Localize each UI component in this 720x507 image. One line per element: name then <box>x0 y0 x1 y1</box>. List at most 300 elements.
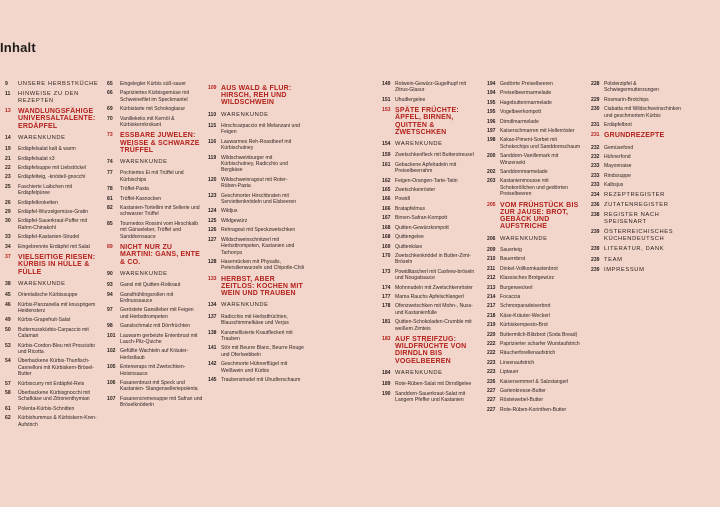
toc-heading <box>591 212 687 225</box>
entry-title: Dinkel-Vollkornkastenbrot <box>500 265 558 272</box>
page-number: 166 <box>382 196 391 203</box>
toc-recipe <box>107 116 203 129</box>
page-number: 229 <box>591 96 600 103</box>
page-number: 234 <box>591 191 600 198</box>
toc-column-3 <box>208 81 304 386</box>
toc-recipe <box>487 119 583 125</box>
toc-recipe <box>382 81 478 94</box>
toc-recipe <box>5 184 101 197</box>
entry-title: Überbackene Kürbis-Thunfisch-Cannelloni mit Kürbiskern-Brösel-Butter <box>18 358 94 378</box>
page-number: 218 <box>487 312 496 319</box>
page-number: 125 <box>208 217 217 224</box>
page-number: 228 <box>591 81 600 87</box>
toc-recipe <box>107 196 203 202</box>
entry-title: WARENKUNDE <box>18 280 66 287</box>
page-number: 183 <box>382 335 391 342</box>
toc-recipe <box>487 275 583 281</box>
entry-title: Powidl <box>395 196 411 203</box>
toc-recipe <box>208 123 304 136</box>
page-number: 168 <box>382 234 391 241</box>
page-number: 178 <box>382 303 391 310</box>
entry-title: UNSERE HERBSTKÜCHE <box>18 81 99 87</box>
page-number: 142 <box>208 361 217 368</box>
toc-recipe <box>487 294 583 300</box>
page-number: 101 <box>107 332 116 339</box>
entry-title: Kaiserschmarren mit Hollerröster <box>500 128 575 135</box>
page-number: 190 <box>382 390 391 397</box>
entry-title: Faschierte Laibchen mit Erdäpfelpüree <box>18 183 73 197</box>
page-number: 181 <box>382 319 391 326</box>
entry-title: Erdäpfelteig, -knödel/-gnocchi <box>18 174 86 181</box>
toc-recipe <box>5 244 101 250</box>
entry-title: Trüffel-Pasta <box>120 186 149 193</box>
page-number: 98 <box>107 323 113 330</box>
entry-title: Birnen-Safran-Kompott <box>395 215 448 222</box>
entry-title: Vogelbeerkompott <box>500 109 542 116</box>
page-number: 200 <box>487 153 496 160</box>
entry-title: Sauerteig <box>500 246 522 253</box>
entry-title: LITERATUR, DANK <box>604 246 665 253</box>
page-number: 196 <box>487 118 496 125</box>
entry-title: Kürbis-Cordon-Bleu mit Prosciutto und Ricotta <box>18 342 96 355</box>
entry-title: VOM FRÜHSTÜCK BIS ZUR JAUSE: BROT, GEBÄCK UND AUFSTRICHE <box>500 201 579 231</box>
page-number: 194 <box>487 81 496 87</box>
toc-recipe <box>487 137 583 150</box>
toc-recipe <box>487 313 583 319</box>
toc-recipe <box>5 406 101 412</box>
toc-recipe <box>382 152 478 158</box>
page-number: 203 <box>487 178 496 185</box>
toc-recipe <box>107 364 203 377</box>
toc-recipe <box>487 90 583 96</box>
entry-title: WARENKUNDE <box>221 302 269 309</box>
page-number: 120 <box>208 176 217 183</box>
page-number: 58 <box>5 390 11 396</box>
toc-recipe <box>107 282 203 288</box>
toc-column-2 <box>107 81 203 412</box>
entry-title: Gedörrte Preiselbeeren <box>500 81 553 87</box>
toc-section <box>107 244 203 266</box>
entry-title: Geschmorte Hühnerflügel mit Weißwein und Kürbis <box>221 361 288 374</box>
entry-title: Hasenrücken mit Physalis, Petersilienwurzeln und Chipotle-Chili <box>221 258 304 272</box>
page-number: 173 <box>382 268 391 275</box>
toc-recipe <box>487 341 583 347</box>
entry-title: Mama Rauchs Apfelschlangerl <box>395 293 464 300</box>
entry-title: NICHT NUR ZU MARTINI: GANS, ENTE & CO. <box>120 244 201 266</box>
page-number: 115 <box>208 123 217 130</box>
page-number: 174 <box>382 284 391 291</box>
page-number: 73 <box>107 132 113 139</box>
entry-title: TEAM <box>604 256 623 263</box>
page-number: 214 <box>487 293 496 300</box>
page-number: 34 <box>5 243 11 250</box>
toc-recipe <box>208 377 304 383</box>
entry-title: Quittengelee <box>395 234 424 241</box>
page-number: 49 <box>5 317 11 324</box>
toc-recipe <box>107 221 203 240</box>
page-number: 133 <box>208 275 217 282</box>
toc-recipe <box>591 97 687 103</box>
entry-title: AUS WALD & FLUR: HIRSCH, REH UND WILDSCHWEIN <box>221 85 292 107</box>
page-number: 26 <box>5 199 11 206</box>
page-number: 223 <box>487 359 496 366</box>
page-number: 170 <box>382 252 391 259</box>
page-number: 230 <box>591 106 600 113</box>
page-number: 236 <box>591 202 600 209</box>
entry-title: ÖSTERREICHISCHES KÜCHENDEUTSCH <box>604 229 674 242</box>
entry-title: Quitten-Gewürzkompott <box>395 224 449 231</box>
page-number: 137 <box>208 313 217 320</box>
page-number: 62 <box>5 415 11 422</box>
toc-recipe <box>487 153 583 166</box>
toc-recipe <box>5 209 101 215</box>
page-number: 74 <box>107 159 113 166</box>
toc-recipe <box>382 215 478 221</box>
page-number: 45 <box>5 292 11 299</box>
toc-recipe <box>107 323 203 329</box>
toc-column-1 <box>5 81 101 431</box>
entry-title: Eingebrennte Erdäpfel mit Salat <box>18 243 90 250</box>
toc-recipe <box>382 381 478 387</box>
entry-title: Erdäpfel-Kastanien-Strudel <box>18 234 80 241</box>
page-number: 210 <box>487 256 496 263</box>
toc-recipe <box>208 361 304 374</box>
entry-title: Wildgewürz <box>221 217 248 224</box>
entry-title: Hirschcarpaccio mit Melanzani und Feigen <box>221 123 300 136</box>
entry-title: Kürbis-Grapefruit-Salat <box>18 317 71 324</box>
page-number: 206 <box>487 235 496 242</box>
toc-recipe <box>487 81 583 87</box>
toc-recipe <box>487 256 583 262</box>
toc-recipe <box>107 348 203 361</box>
page-number: 239 <box>591 256 600 263</box>
toc-recipe <box>382 303 478 316</box>
toc-recipe <box>591 106 687 119</box>
page-number: 141 <box>208 345 217 352</box>
entry-title: Hagebuttenmarmelade <box>500 99 552 106</box>
toc-heading <box>107 159 203 165</box>
entry-title: Powidltascherl mit Cashew-bröseln und Nougatsauce <box>395 268 475 282</box>
entry-title: Polenta-Kürbis-Schnitten <box>18 405 75 412</box>
toc-recipe <box>5 317 101 323</box>
toc-recipe <box>208 330 304 343</box>
entry-title: Schmorparadeiserbrot <box>500 303 551 310</box>
page-number: 37 <box>5 254 11 261</box>
toc-recipe <box>208 227 304 233</box>
toc-recipe <box>107 380 203 393</box>
page-number: 220 <box>487 331 496 338</box>
toc-recipe <box>208 218 304 224</box>
page-number: 85 <box>107 220 113 227</box>
page-number: 105 <box>107 364 116 371</box>
page-number: 222 <box>487 350 496 357</box>
toc-recipe <box>382 162 478 175</box>
page-number: 239 <box>591 229 600 236</box>
page-number: 70 <box>107 115 113 122</box>
page-number: 169 <box>382 243 391 250</box>
entry-title: Entenwraps mit Zwetschken-Hoisinsauce <box>120 364 186 377</box>
toc-recipe <box>487 369 583 375</box>
page-number: 106 <box>107 380 116 386</box>
page-number: 116 <box>208 138 217 145</box>
entry-title: Erdäpfelbrot <box>604 122 632 129</box>
entry-title: Kaisersemmerl & Salzstangerl <box>500 378 569 385</box>
entry-title: Kürbiskernpesto-Brot <box>500 322 548 329</box>
page-number: 123 <box>208 192 217 199</box>
toc-heading <box>591 229 687 242</box>
toc-heading <box>208 112 304 118</box>
entry-title: Kalbsjus <box>604 182 624 189</box>
entry-title: ZUTATENREGISTER <box>604 202 669 209</box>
page-number: 134 <box>208 302 217 309</box>
entry-title: Zwetschkenröster <box>395 187 436 194</box>
entry-title: Zwetschkenknödel in Butter-Zimt-Bröseln <box>395 252 471 266</box>
entry-title: REZEPTREGISTER <box>604 191 665 198</box>
entry-title: WARENKUNDE <box>395 369 443 376</box>
entry-title: Überbackene Kürbisgnocchi mit Schafkäse und Zitronenthymian <box>18 390 90 403</box>
page-number: 238 <box>591 212 600 219</box>
page-number: 213 <box>487 284 496 291</box>
toc-recipe <box>487 285 583 291</box>
entry-title: Erdäpfelsuppe mit Liebstöckel <box>18 165 86 172</box>
page-number: 217 <box>487 303 496 310</box>
toc-recipe <box>487 379 583 385</box>
entry-title: Eingelegter Kürbis süß-sauer <box>120 81 186 87</box>
toc-recipe <box>487 397 583 403</box>
page-number: 54 <box>5 358 11 365</box>
toc-heading <box>382 370 478 376</box>
toc-recipe <box>382 319 478 332</box>
page-number: 22 <box>5 165 11 172</box>
toc-section <box>107 132 203 154</box>
toc-recipe <box>107 186 203 192</box>
page-number: 159 <box>382 152 391 159</box>
toc-recipe <box>107 106 203 112</box>
toc-column-4 <box>382 81 478 406</box>
page-number: 165 <box>382 187 391 194</box>
page-number: 153 <box>382 107 391 114</box>
toc-recipe <box>591 154 687 160</box>
entry-title: HERBST, ABER ZEITLOS: KOCHEN MIT WEIN UND TRAUBEN <box>221 275 303 298</box>
entry-title: Kürbiscurry mit Erdäpfel-Reis <box>18 380 85 387</box>
page-number: 9 <box>5 81 8 87</box>
toc-recipe <box>107 292 203 305</box>
toc-recipe <box>5 343 101 356</box>
toc-recipe <box>5 165 101 171</box>
entry-title: Fasanenbrust mit Speck und Kastanien- Stangenselleriepolenta <box>120 380 198 393</box>
page-number: 53 <box>5 342 11 349</box>
page-number: 14 <box>5 134 11 141</box>
toc-recipe <box>487 332 583 338</box>
page-number: 65 <box>107 81 113 87</box>
page-number: 226 <box>487 378 496 385</box>
page-number: 233 <box>591 163 600 170</box>
toc-recipe <box>382 206 478 212</box>
page-number: 29 <box>5 209 11 216</box>
entry-title: Lauwarmes Reh-Roastbeef mit Kürbischutney <box>221 138 292 152</box>
entry-title: Hühnerfond <box>604 154 631 161</box>
page-number: 198 <box>487 137 496 144</box>
page-number: 126 <box>208 227 217 234</box>
entry-title: Bratapfelmus <box>395 205 426 212</box>
toc-recipe <box>487 109 583 115</box>
entry-title: Erdäpfelsalat kalt & warm <box>18 146 76 153</box>
toc-recipe <box>5 390 101 403</box>
entry-title: Ganslschmalz mit Dörrfrüchten <box>120 323 190 330</box>
entry-title: WARENKUNDE <box>221 111 269 118</box>
page-number: 211 <box>487 265 496 272</box>
toc-recipe <box>5 302 101 315</box>
page-number: 69 <box>107 106 113 113</box>
entry-title: Feigen-Orangen-Tarte-Tatin <box>395 177 458 184</box>
page-number: 197 <box>487 128 496 135</box>
toc-recipe <box>591 145 687 151</box>
toc-heading <box>591 202 687 208</box>
toc-recipe <box>208 139 304 152</box>
entry-title: Klassisches Brotgewürz <box>500 275 555 282</box>
page-number: 223 <box>487 369 496 376</box>
entry-title: Mayonnaise <box>604 163 632 170</box>
entry-title: Burgerweckerl <box>500 284 533 291</box>
toc-heading <box>5 281 101 287</box>
toc-recipe <box>382 391 478 404</box>
page-number: 227 <box>487 406 496 413</box>
entry-title: Traubenstrudel mit Uhudlerschaum <box>221 377 301 383</box>
toc-recipe <box>107 205 203 218</box>
entry-title: ESSBARE JUWELEN: WEISSE & SCHWARZE TRÜFFEL <box>120 132 200 154</box>
page-number: 82 <box>107 205 113 212</box>
entry-title: Kürbistarte mit Schokoglasur <box>120 106 186 113</box>
toc-recipe <box>5 327 101 340</box>
toc-recipe <box>208 177 304 190</box>
toc-recipe <box>5 234 101 240</box>
entry-title: Gartenkresse-Butter <box>500 388 546 394</box>
page-number: 219 <box>487 322 496 329</box>
toc-recipe <box>382 294 478 300</box>
page-number: 227 <box>487 397 496 404</box>
page-number: 227 <box>487 388 496 394</box>
entry-title: Quitten-Schokoladen-Crumble mit weißem Zimteis <box>395 319 472 332</box>
toc-recipe <box>487 128 583 134</box>
page-number: 239 <box>591 246 600 253</box>
toc-heading <box>591 246 687 252</box>
toc-heading <box>5 81 101 87</box>
page-number: 222 <box>487 340 496 347</box>
page-number: 19 <box>5 146 11 153</box>
toc-recipe <box>382 253 478 266</box>
toc-recipe <box>487 303 583 309</box>
toc-recipe <box>5 174 101 180</box>
page-number: 23 <box>5 174 11 181</box>
toc-recipe <box>208 237 304 256</box>
entry-title: Tournedos Rossini vom Hirschkalb mit Gänseleber, Trüffel und Sanddornsauce <box>120 220 199 240</box>
toc-recipe <box>382 285 478 291</box>
page-number: 119 <box>208 154 217 161</box>
entry-title: Geschmorter Hirschbraten mit Serviettenknödeln und Elsbeeren <box>221 192 297 206</box>
page-number: 168 <box>382 224 391 231</box>
entry-title: Kastanien-Tortellini mit Sellerie und schwarzer Trüffel <box>120 205 200 218</box>
page-number: 202 <box>487 169 496 176</box>
page-number: 33 <box>5 234 11 241</box>
page-number: 233 <box>591 182 600 189</box>
page-number: 89 <box>107 244 113 251</box>
entry-title: Rote-Rüben-Korinthen-Butter <box>500 406 567 413</box>
entry-title: Preiselbeermarmelade <box>500 90 552 97</box>
entry-title: Kakao-Piment-Sorbet mit Schokochips und Sanddornschaum <box>500 137 581 150</box>
entry-title: Butternusskürbis-Carpaccio mit Calamari <box>18 326 89 340</box>
toc-recipe <box>208 259 304 272</box>
entry-title: Trüffel-Kasnocken <box>120 195 162 202</box>
page-number: 50 <box>5 326 11 333</box>
entry-title: WARENKUNDE <box>500 235 548 242</box>
entry-title: HINWEISE ZU DEN REZEPTEN <box>18 91 79 104</box>
toc-recipe <box>591 122 687 128</box>
entry-title: Erdäpfelsalat x3 <box>18 155 55 162</box>
entry-title: Paprizierter scharfer Wurstaufstrich <box>500 340 580 347</box>
entry-title: Räucherforellenaufstrich <box>500 350 556 357</box>
page-number: 189 <box>382 381 391 388</box>
toc-recipe <box>5 146 101 152</box>
page-number: 25 <box>5 183 11 190</box>
entry-title: Rehragout mit Speckzwetschken <box>221 227 296 234</box>
entry-title: Ofenzwetschken mit Mohn-, Nuss- und Kastanienfülle <box>395 303 473 316</box>
page-number: 232 <box>591 144 600 151</box>
toc-recipe <box>107 90 203 103</box>
entry-title: Stör mit Beurre Blanc, Beurre Rouge und Oferlwebbeln <box>221 345 304 358</box>
entry-title: GRUNDREZEPTE <box>604 132 665 140</box>
toc-recipe <box>208 345 304 358</box>
entry-title: Kastanienmousse mit Schokoröllchen und gedörrten Preiselbeeren <box>500 178 568 198</box>
page-number: 38 <box>5 280 11 287</box>
entry-title: Kürbishummus & Kürbiskern-Kren-Aufstrich <box>18 415 97 428</box>
toc-recipe <box>5 381 101 387</box>
page-number: 78 <box>107 186 113 193</box>
toc-recipe <box>208 155 304 174</box>
entry-title: Rote-Rüben-Salat mit Dirndlgelee <box>395 381 472 388</box>
entry-title: Vanillekeks mit Kernöl & Kürbiskernkrokant <box>120 115 175 129</box>
entry-title: Dirndlmarmelade <box>500 118 539 125</box>
page-number: 195 <box>487 109 496 116</box>
page-number: 194 <box>487 90 496 97</box>
page-number: 77 <box>107 170 113 177</box>
toc-recipe <box>487 169 583 175</box>
entry-title: Wildschweinburger mit Kürbischutney, Radicchio und Bergkäse <box>221 154 289 174</box>
entry-title: Ganslfrühlingsrollen mit Erdnusssauce <box>120 291 174 304</box>
toc-recipe <box>382 269 478 282</box>
entry-title: REGISTER NACH SPEISENART <box>604 212 660 225</box>
page-number: 102 <box>107 348 116 355</box>
toc-recipe <box>487 388 583 394</box>
toc-recipe <box>591 81 687 94</box>
entry-title: Uhudlergelee <box>395 96 426 103</box>
entry-title: Rösteiwebel-Butter <box>500 397 544 404</box>
entry-title: WARENKUNDE <box>18 134 66 141</box>
entry-title: Bauernbrot <box>500 256 526 263</box>
toc-section <box>208 85 304 107</box>
entry-title: Wildschweinragout mit Roter-Rüben-Pasta <box>221 176 288 190</box>
entry-title: Kürbis-Panzanella mit knusprigem Heidensterz <box>18 301 96 314</box>
page-number: 127 <box>208 236 217 243</box>
toc-section <box>591 132 687 139</box>
page-number: 161 <box>382 161 391 168</box>
toc-recipe <box>487 350 583 356</box>
toc-recipe <box>382 244 478 250</box>
page-number: 93 <box>107 282 113 289</box>
page-title: Inhalt <box>0 40 36 55</box>
toc-recipe <box>107 81 203 87</box>
entry-title: Ciabatta mit Wildschweinschinken und geschmortem Kürbis <box>604 106 682 119</box>
toc-column-6 <box>591 81 687 277</box>
